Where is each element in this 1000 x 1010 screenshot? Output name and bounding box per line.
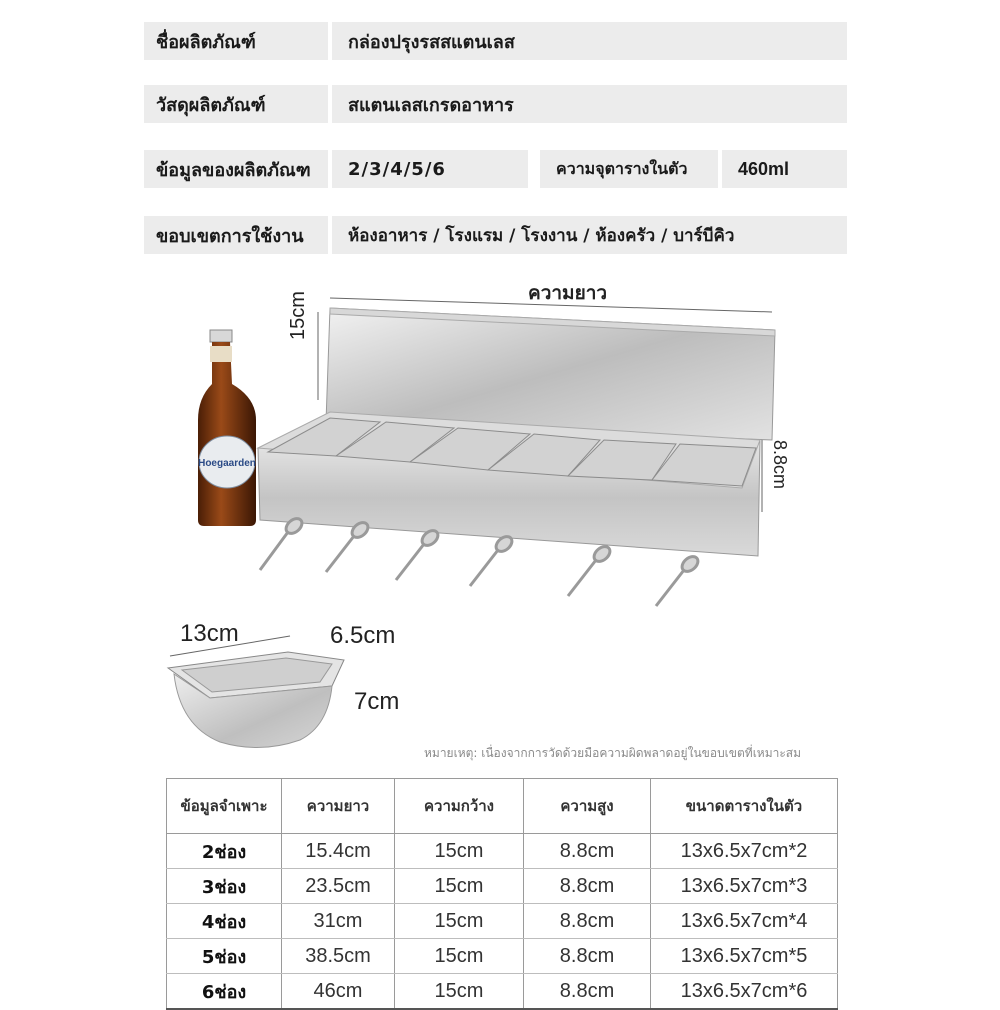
spec-table — [166, 778, 838, 1010]
cell-tray-size: 13x6.5x7cm*5 — [651, 939, 838, 974]
spec-label-capacity: ความจุตารางในตัว — [540, 150, 718, 188]
cell-tray-size: 13x6.5x7cm*6 — [651, 974, 838, 1010]
cell-spec: 3ช่อง — [167, 869, 282, 904]
table-row — [167, 939, 838, 974]
spec-value-name: กล่องปรุงรสสแตนเลส — [332, 22, 847, 60]
cell-height: 8.8cm — [524, 974, 651, 1010]
cell-height: 8.8cm — [524, 869, 651, 904]
header-length: ความยาว — [282, 779, 395, 834]
spec-label-scope: ขอบเขตการใช้งาน — [144, 216, 328, 254]
spec-value-scope: ห้องอาหาร / โรงแรม / โรงงาน / ห้องครัว / บาร์บีคิว — [332, 216, 847, 254]
cell-tray-size: 13x6.5x7cm*3 — [651, 869, 838, 904]
cell-spec: 5ช่อง — [167, 939, 282, 974]
cell-width: 15cm — [395, 834, 524, 869]
cell-tray-size: 13x6.5x7cm*4 — [651, 904, 838, 939]
tray-depth-label: 7cm — [354, 688, 400, 715]
product-illustration — [0, 270, 1000, 620]
cell-width: 15cm — [395, 974, 524, 1010]
cell-width: 15cm — [395, 869, 524, 904]
cell-length: 38.5cm — [282, 939, 395, 974]
spec-label-material: วัสดุผลิตภัณฑ์ — [144, 85, 328, 123]
spec-label-name: ชื่อผลิตภัณฑ์ — [144, 22, 328, 60]
table-header-row — [167, 779, 838, 834]
spec-label-info: ข้อมูลของผลิตภัณฑ — [144, 150, 328, 188]
table-row — [167, 904, 838, 939]
cell-width: 15cm — [395, 939, 524, 974]
cell-spec: 2ช่อง — [167, 834, 282, 869]
table-row — [167, 974, 838, 1010]
tray-width-label: 6.5cm — [330, 622, 396, 649]
header-width: ความกว้าง — [395, 779, 524, 834]
cell-length: 46cm — [282, 974, 395, 1010]
bottle-label: Hoegaarden — [198, 458, 256, 469]
spec-value-info: 2/3/4/5/6 — [332, 150, 528, 188]
spec-value-capacity: 460ml — [722, 150, 847, 188]
header-height: ความสูง — [524, 779, 651, 834]
lid-height-label: 15cm — [287, 291, 309, 340]
measurement-note: หมายเหตุ: เนื่องจากการวัดด้วยมือความผิดพลาดอยู่ในขอบเขตที่เหมาะสม — [424, 746, 802, 760]
header-tray-size: ขนาดตารางในตัว — [651, 779, 838, 834]
cell-length: 23.5cm — [282, 869, 395, 904]
table-row — [167, 834, 838, 869]
spec-value-material: สแตนเลสเกรดอาหาร — [332, 85, 847, 123]
cell-spec: 6ช่อง — [167, 974, 282, 1010]
table-row — [167, 869, 838, 904]
tray-length-label: 13cm — [180, 620, 239, 647]
cell-height: 8.8cm — [524, 904, 651, 939]
cell-height: 8.8cm — [524, 834, 651, 869]
box-height-label: 8.8cm — [770, 440, 790, 490]
beer-bottle — [198, 330, 256, 526]
cell-length: 15.4cm — [282, 834, 395, 869]
cell-tray-size: 13x6.5x7cm*2 — [651, 834, 838, 869]
cell-width: 15cm — [395, 904, 524, 939]
cell-length: 31cm — [282, 904, 395, 939]
cell-height: 8.8cm — [524, 939, 651, 974]
header-spec: ข้อมูลจำเพาะ — [167, 779, 282, 834]
length-label: ความยาว — [528, 282, 608, 304]
cell-spec: 4ช่อง — [167, 904, 282, 939]
